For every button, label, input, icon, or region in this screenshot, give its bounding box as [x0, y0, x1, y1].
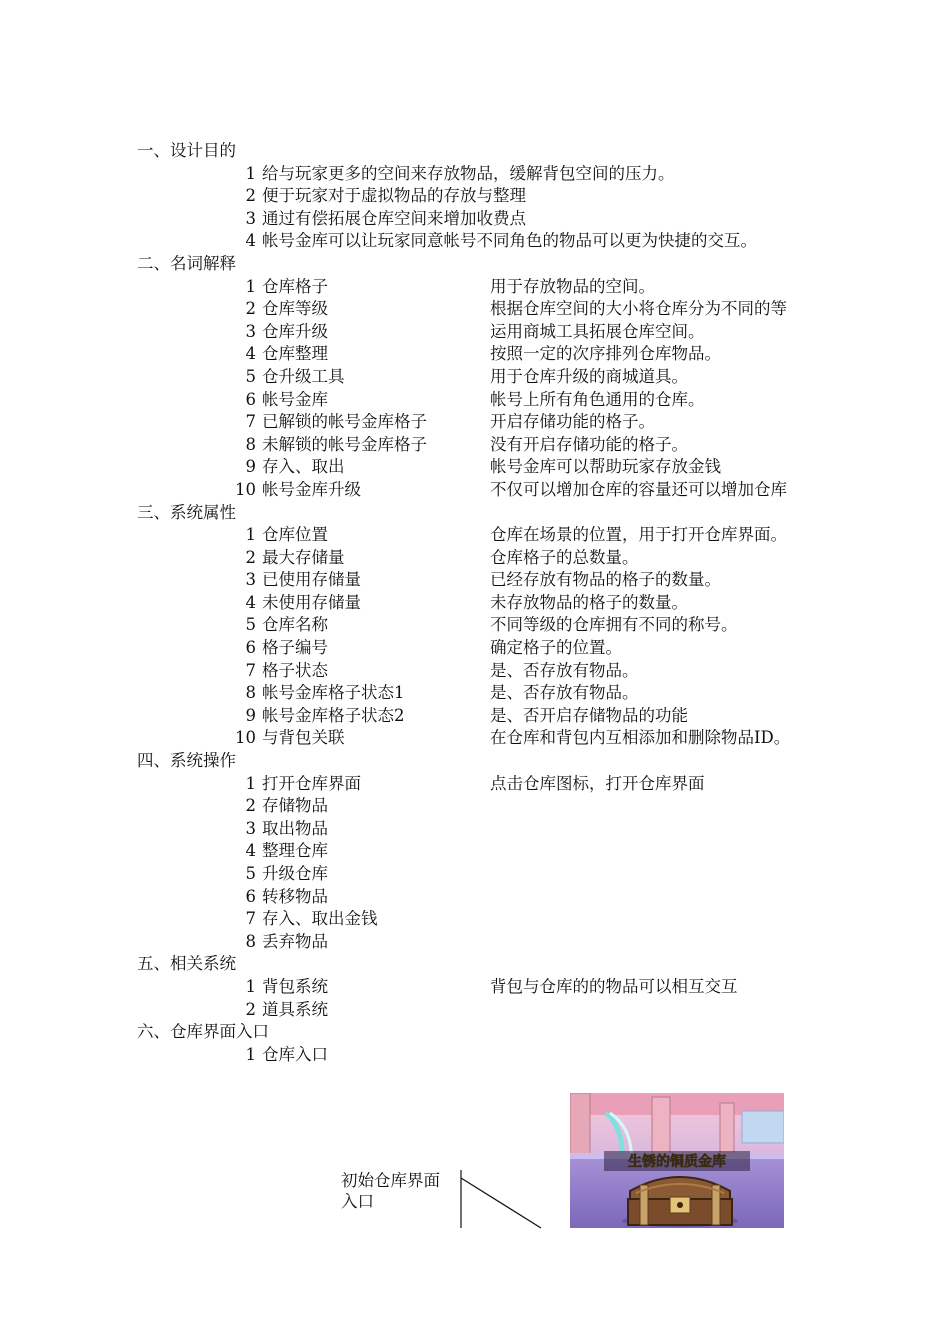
- list-item: [0, 389, 950, 412]
- item-term: 转移物品: [262, 886, 328, 906]
- item-term: 帐号金库格子状态2: [262, 705, 405, 725]
- item-description: 运用商城工具拓展仓库空间。: [490, 321, 705, 341]
- item-term: 仓库整理: [262, 344, 328, 364]
- list-item: [0, 840, 950, 863]
- item-description: 帐号金库可以帮助玩家存放金钱: [490, 457, 721, 477]
- item-term: 道具系统: [262, 999, 328, 1019]
- item-number: 3: [245, 208, 256, 228]
- item-term: 仓库格子: [262, 276, 328, 296]
- item-term: 帐号金库升级: [262, 479, 361, 499]
- item-description: 用于存放物品的空间。: [490, 276, 655, 296]
- document-body: [0, 140, 950, 1066]
- item-term: 已使用存储量: [262, 570, 361, 590]
- item-description: 不仅可以增加仓库的容量还可以增加仓库: [490, 479, 787, 499]
- list-item: [0, 705, 950, 728]
- section-heading-row: [0, 502, 950, 525]
- list-item: [0, 321, 950, 344]
- item-description: 没有开启存储功能的格子。: [490, 434, 688, 454]
- pillar-right: [720, 1103, 734, 1155]
- list-item: [0, 637, 950, 660]
- item-number: 1: [245, 773, 256, 793]
- item-number: 6: [245, 886, 256, 906]
- item-term: 背包系统: [262, 976, 328, 996]
- list-item: [0, 592, 950, 615]
- item-number: 2: [245, 186, 256, 206]
- list-item: [0, 208, 950, 231]
- item-term: 仓库名称: [262, 615, 328, 635]
- list-item: [0, 818, 950, 841]
- item-number: 4: [245, 344, 256, 364]
- list-item: [0, 547, 950, 570]
- item-term: 仓库等级: [262, 299, 328, 319]
- item-number: 8: [245, 931, 256, 951]
- item-description: 未存放物品的格子的数量。: [490, 592, 688, 612]
- item-term: 与背包关联: [262, 728, 345, 748]
- item-number: 4: [245, 231, 256, 251]
- item-term: 帐号金库格子状态1: [262, 683, 405, 703]
- item-term: 整理仓库: [262, 841, 328, 861]
- section-heading: 三、系统属性: [137, 502, 236, 522]
- item-number: 1: [245, 276, 256, 296]
- list-item: [0, 163, 950, 186]
- list-item: [0, 524, 950, 547]
- item-description: 根据仓库空间的大小将仓库分为不同的等: [490, 299, 787, 319]
- item-number: 4: [245, 841, 256, 861]
- section-heading-row: [0, 140, 950, 163]
- item-term: 仓库位置: [262, 525, 328, 545]
- game-label: 生锈的铜质金库: [628, 1154, 726, 1170]
- item-number: 5: [245, 615, 256, 635]
- list-item: [0, 727, 950, 750]
- section-heading-row: [0, 750, 950, 773]
- list-item: [0, 411, 950, 434]
- figure-caption: 初始仓库界面入口: [341, 1171, 440, 1211]
- item-term: 升级仓库: [262, 864, 328, 883]
- item-number: 3: [245, 321, 256, 341]
- item-number: 1: [245, 163, 256, 183]
- section-heading: 四、系统操作: [137, 751, 236, 771]
- list-item: [0, 230, 950, 253]
- list-item: [0, 976, 950, 999]
- item-number: 1: [245, 525, 256, 545]
- item-number: 6: [245, 389, 256, 409]
- section-heading: 六、仓库界面入口: [137, 1022, 269, 1042]
- item-term: 存储物品: [262, 796, 328, 816]
- item-term: 打开仓库界面: [262, 773, 361, 793]
- item-description: 是、否存放有物品。: [490, 660, 639, 680]
- item-description: 是、否存放有物品。: [490, 683, 639, 703]
- item-description: 在仓库和背包内互相添加和删除物品ID。: [490, 728, 791, 748]
- item-description: 按照一定的次序排列仓库物品。: [490, 344, 721, 364]
- item-number: 7: [245, 412, 256, 432]
- list-item: [0, 1044, 950, 1067]
- section-heading-row: [0, 1021, 950, 1044]
- pillar-mid: [652, 1097, 670, 1157]
- section-heading-row: [0, 953, 950, 976]
- list-item: [0, 886, 950, 909]
- list-item: [0, 298, 950, 321]
- item-description: 仓库格子的总数量。: [490, 547, 639, 567]
- item-number: 7: [245, 660, 256, 680]
- item-description: 确定格子的位置。: [490, 638, 622, 658]
- item-term: 已解锁的帐号金库格子: [262, 412, 427, 432]
- item-number: 7: [245, 909, 256, 929]
- list-item: [0, 343, 950, 366]
- item-description: 不同等级的仓库拥有不同的称号。: [490, 615, 738, 635]
- list-item: [0, 569, 950, 592]
- item-description: 点击仓库图标，打开仓库界面: [490, 773, 705, 793]
- list-item: [0, 931, 950, 954]
- list-item: [0, 773, 950, 796]
- list-item: [0, 366, 950, 389]
- item-number: 3: [245, 818, 256, 838]
- item-description: 是、否开启存储物品的功能: [490, 705, 688, 725]
- callout-diagonal-line: [461, 1178, 541, 1228]
- list-item: [0, 682, 950, 705]
- list-item: [0, 908, 950, 931]
- item-text: 给与玩家更多的空间来存放物品，缓解背包空间的压力。: [262, 163, 675, 183]
- item-term: 帐号金库: [262, 389, 328, 409]
- item-description: 帐号上所有角色通用的仓库。: [490, 389, 705, 409]
- item-number: 2: [245, 796, 256, 816]
- item-number: 9: [245, 705, 256, 725]
- list-item: [0, 614, 950, 637]
- list-item: [0, 660, 950, 683]
- section-heading: 五、相关系统: [137, 954, 236, 974]
- list-item: [0, 276, 950, 299]
- list-item: [0, 185, 950, 208]
- item-term: 丢弃物品: [262, 931, 328, 951]
- item-number: 10: [235, 728, 256, 748]
- item-number: 2: [245, 547, 256, 567]
- item-description: 已经存放有物品的格子的数量。: [490, 570, 721, 590]
- item-number: 5: [245, 366, 256, 386]
- item-number: 2: [245, 999, 256, 1019]
- item-term: 未使用存储量: [262, 592, 361, 612]
- section-heading-row: [0, 253, 950, 276]
- item-description: 开启存储功能的格子。: [490, 412, 655, 432]
- item-term: 仓库入口: [262, 1044, 328, 1064]
- item-number: 6: [245, 638, 256, 658]
- item-description: 背包与仓库的的物品可以相互交互: [490, 976, 738, 996]
- list-item: [0, 999, 950, 1022]
- item-term: 存入、取出: [262, 457, 345, 477]
- item-term: 未解锁的帐号金库格子: [262, 434, 427, 454]
- item-number: 10: [235, 479, 256, 499]
- item-number: 8: [245, 434, 256, 454]
- item-term: 仓升级工具: [262, 366, 345, 386]
- list-item: [0, 795, 950, 818]
- callout-diagram: [455, 1168, 555, 1230]
- vault-scene: [570, 1093, 784, 1228]
- item-number: 9: [245, 457, 256, 477]
- section-heading: 二、名词解释: [137, 253, 236, 273]
- game-screenshot: [570, 1093, 784, 1228]
- item-term: 取出物品: [262, 818, 328, 838]
- list-item: [0, 863, 950, 886]
- list-item: [0, 456, 950, 479]
- section-heading: 一、设计目的: [137, 141, 236, 160]
- item-number: 2: [245, 299, 256, 319]
- item-text: 便于玩家对于虚拟物品的存放与整理: [262, 186, 526, 206]
- item-number: 4: [245, 592, 256, 612]
- item-term: 格子编号: [262, 638, 328, 658]
- item-number: 3: [245, 570, 256, 590]
- item-term: 格子状态: [262, 660, 328, 680]
- item-term: 存入、取出金钱: [262, 909, 378, 929]
- item-description: 用于仓库升级的商城道具。: [490, 366, 688, 386]
- item-term: 最大存储量: [262, 547, 345, 567]
- item-term: 仓库升级: [262, 321, 328, 341]
- item-text: 通过有偿拓展仓库空间来增加收费点: [262, 208, 526, 228]
- item-number: 8: [245, 683, 256, 703]
- item-number: 1: [245, 1044, 256, 1064]
- list-item: [0, 479, 950, 502]
- item-description: 仓库在场景的位置，用于打开仓库界面。: [490, 525, 787, 545]
- item-text: 帐号金库可以让玩家同意帐号不同角色的物品可以更为快捷的交互。: [262, 231, 757, 251]
- list-item: [0, 434, 950, 457]
- item-number: 1: [245, 976, 256, 996]
- item-number: 5: [245, 864, 256, 883]
